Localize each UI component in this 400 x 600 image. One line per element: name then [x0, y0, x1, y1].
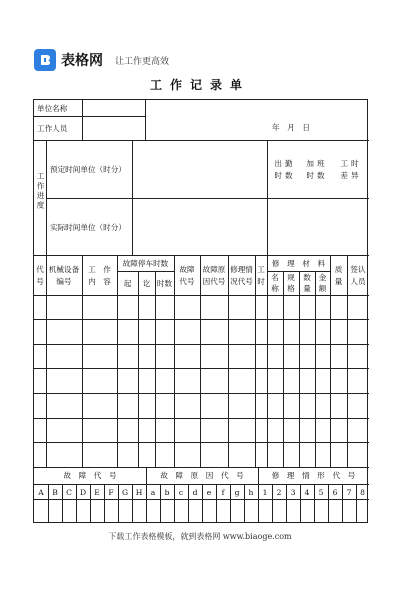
col-repair-line1: 修理情	[230, 265, 253, 274]
col-fault-line1: 故障	[179, 265, 195, 274]
col-downtime: 故障停车时数	[122, 259, 169, 268]
col-material: 修 理 材 料	[271, 259, 326, 268]
col-mat-name-line2: 称	[271, 284, 279, 293]
col-content-line1: 工 作	[88, 265, 111, 274]
col-mat-name-line1: 名	[271, 273, 279, 282]
col-mat-spec-line1: 规	[287, 273, 295, 282]
legend-letter: H	[135, 488, 143, 497]
legend-letter: A	[38, 488, 44, 497]
col-content-line2: 内 容	[88, 277, 111, 286]
col-mat-amount-line1: 金	[318, 273, 327, 282]
legend-letter: f	[221, 488, 225, 497]
footer-text: 下载工作表格模板，就到表格网 www.biaoge.com	[108, 532, 292, 541]
col-mat-qty-line1: 数	[303, 273, 311, 282]
col-mat-amount-line2: 额	[318, 284, 327, 293]
legend-cause-codes: 故 障 原 因 代 号	[160, 471, 244, 480]
legend-letter: 1	[262, 488, 268, 497]
legend-repair-codes: 修 理 情 形 代 号	[271, 471, 356, 480]
col-device-line2: 编号	[56, 277, 72, 286]
col-signer-line2: 人员	[350, 277, 366, 286]
legend-letter: c	[178, 488, 184, 497]
col-code-line2: 号	[36, 277, 44, 286]
col-downtime-end: 讫	[142, 279, 151, 288]
col-downtime-hours: 时数	[156, 279, 173, 288]
col-code-line1: 代	[36, 265, 44, 274]
brand-name: 表格网	[61, 53, 103, 69]
hours-diff-line2: 差异	[340, 171, 362, 180]
overtime-hours-line2: 时数	[306, 171, 328, 180]
col-quality-line2: 量	[334, 277, 343, 286]
work-record-form	[33, 99, 368, 523]
page-title: 工作记录单	[149, 78, 250, 92]
legend-letter: e	[206, 488, 212, 497]
legend-letter: B	[52, 488, 58, 497]
legend-letter: F	[108, 488, 114, 497]
brand-slogan: 让工作更高效	[115, 56, 170, 67]
overtime-hours-line1: 加班	[306, 159, 328, 168]
legend-letter: G	[121, 488, 129, 497]
col-downtime-start: 起	[123, 279, 132, 288]
col-worktime-line1: 工	[257, 265, 265, 274]
staff-label: 工作人员	[37, 124, 68, 133]
col-mat-spec-line2: 格	[287, 284, 295, 293]
col-worktime-line2: 时	[257, 277, 265, 286]
legend-letter: 5	[318, 488, 324, 497]
legend-letter: 8	[360, 488, 365, 497]
planned-time-label: 预定时间单位（时分）	[50, 165, 126, 174]
col-mat-qty-line2: 量	[303, 284, 311, 293]
legend-letter: h	[248, 488, 254, 497]
col-device-line1: 机械设备	[48, 265, 80, 274]
col-cause-line2: 因代号	[202, 277, 226, 286]
attendance-hours-line1: 出勤	[274, 159, 296, 168]
legend-letter: E	[94, 488, 100, 497]
legend-letter: 2	[276, 488, 282, 497]
date-label: 年 月 日	[272, 123, 310, 132]
legend-letter: 3	[290, 488, 296, 497]
col-signer-line1: 签认	[350, 265, 366, 274]
unit-name-label: 单位名称	[37, 104, 68, 113]
brand-logo-icon	[34, 49, 56, 71]
col-cause-line1: 故障原	[202, 265, 226, 274]
col-quality-line1: 质	[334, 265, 343, 274]
legend-letter: b	[164, 488, 170, 497]
legend-letter: 4	[304, 488, 310, 497]
legend-letter: 6	[332, 488, 338, 497]
legend-letter: g	[234, 488, 240, 497]
brand	[34, 47, 169, 73]
hours-diff-line1: 工时	[340, 159, 362, 168]
legend-fault-codes: 故 障 代 号	[63, 471, 117, 480]
progress-label: 工作进度	[36, 172, 45, 211]
col-fault-line2: 代号	[179, 277, 195, 286]
actual-time-label: 实际时间单位（时分）	[50, 223, 126, 232]
col-repair-line2: 况代号	[230, 277, 253, 286]
legend-letter: 7	[346, 488, 352, 497]
attendance-hours-line2: 时数	[274, 171, 296, 180]
legend-letter: D	[79, 488, 87, 497]
legend-letter: d	[192, 488, 198, 497]
legend-letter: C	[66, 488, 72, 497]
legend-letter: a	[150, 488, 156, 497]
